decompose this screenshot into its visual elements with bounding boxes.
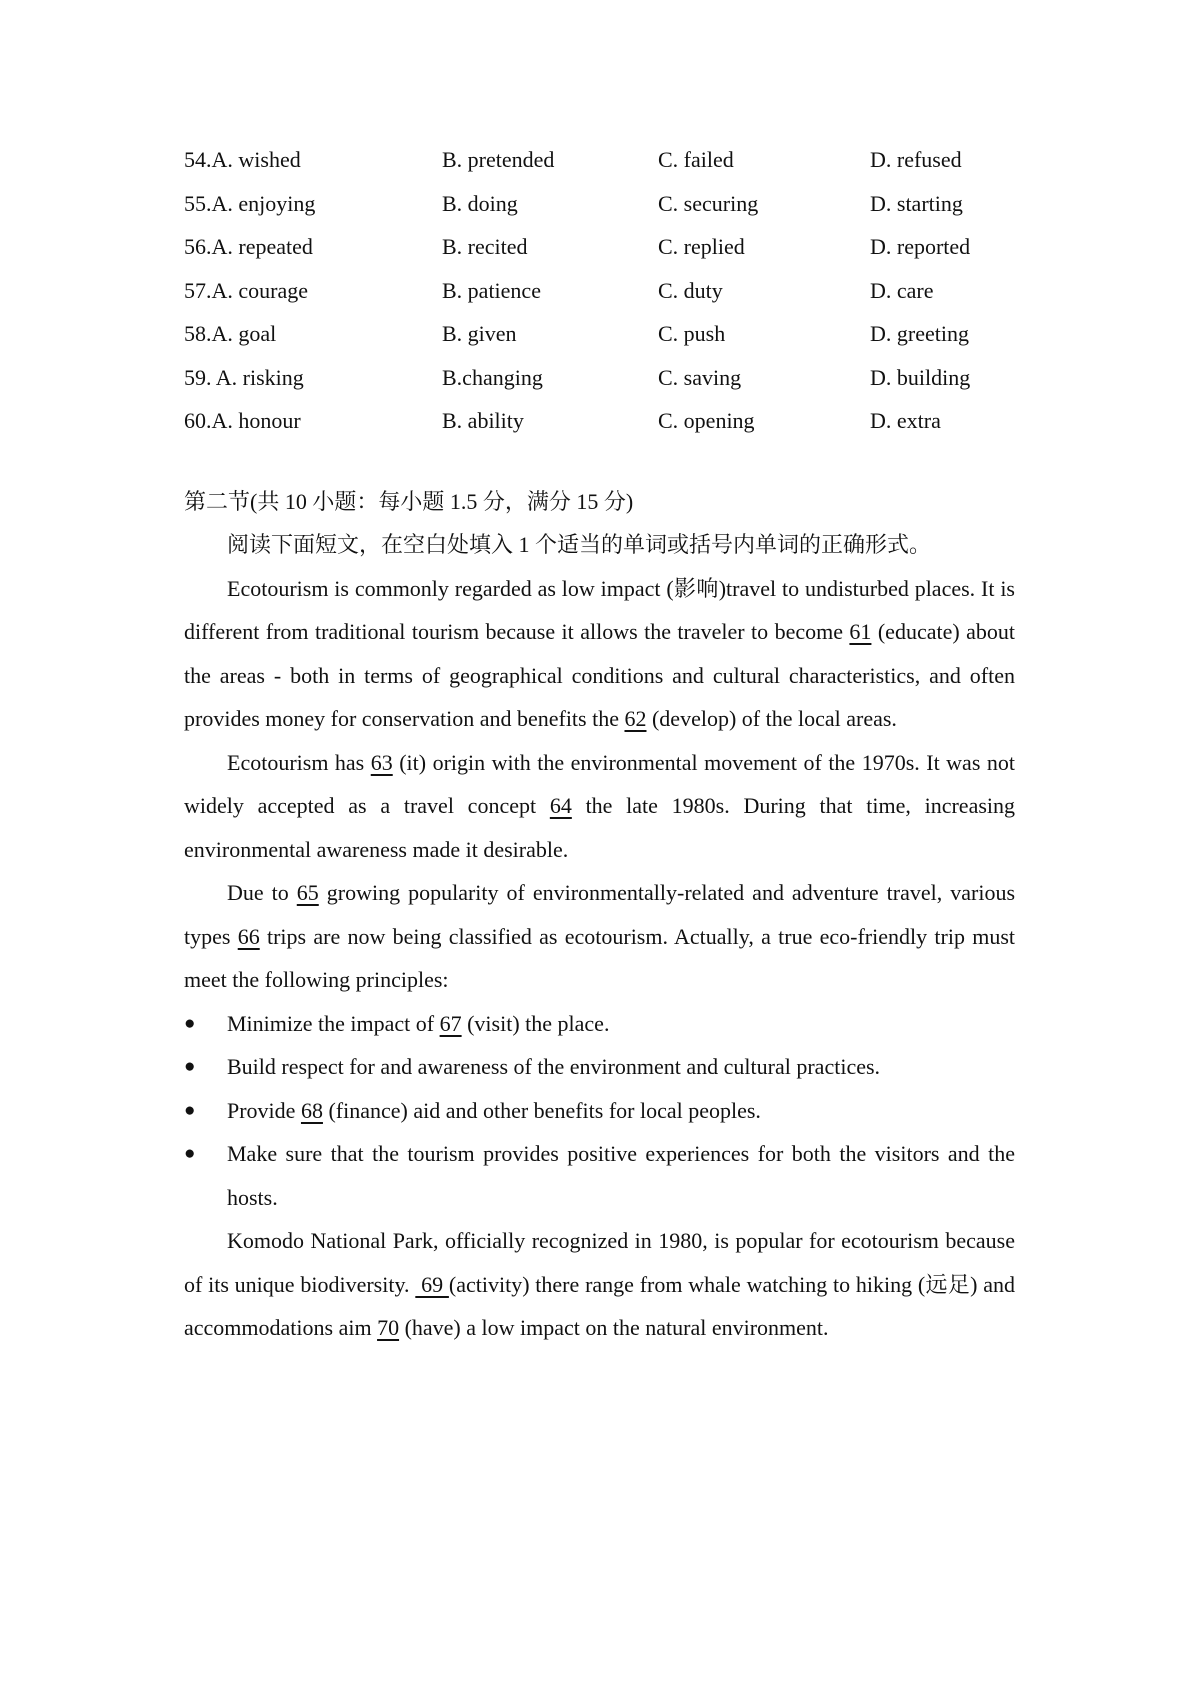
option-b: B. ability xyxy=(442,408,524,433)
option-c: C. duty xyxy=(658,277,723,303)
bullet-icon: ● xyxy=(184,1056,196,1077)
option-row-59 xyxy=(184,356,1015,400)
passage-text: Due to xyxy=(227,880,297,905)
blank-63: 63 xyxy=(370,749,393,775)
passage-text: Ecotourism has xyxy=(227,749,371,775)
option-d: D. extra xyxy=(870,408,941,433)
option-a: 60.A. honour xyxy=(184,408,301,433)
option-d: D. greeting xyxy=(870,321,969,346)
option-b: B. given xyxy=(442,321,517,346)
option-c: C. push xyxy=(658,321,726,346)
passage-text: (visit) the place. xyxy=(461,1010,610,1036)
option-d: D. care xyxy=(870,277,934,303)
passage-text: Build respect for and awareness of the environment and cultural practices. xyxy=(227,1054,881,1079)
passage-paragraph-4 xyxy=(184,1219,1015,1350)
option-c: C. opening xyxy=(658,408,755,433)
option-c: C. saving xyxy=(658,364,742,390)
passage-text: Minimize the impact of xyxy=(227,1010,440,1036)
bullet-item-3 xyxy=(184,1089,1015,1133)
blank-68: 68 xyxy=(300,1097,323,1123)
option-a: 55.A. enjoying xyxy=(184,190,316,216)
passage-text: Provide xyxy=(227,1097,301,1123)
option-d: D. building xyxy=(870,364,971,390)
blank-67: 67 xyxy=(439,1010,462,1036)
bullet-icon: ● xyxy=(184,1012,196,1034)
option-d: D. reported xyxy=(870,234,971,259)
option-d: D. starting xyxy=(870,190,963,216)
bullet-icon: ● xyxy=(184,1143,196,1164)
option-d: D. refused xyxy=(870,147,962,172)
option-a: 54.A. wished xyxy=(184,147,301,172)
passage-text: Make sure that the tourism provides positive experiences for both the visitors and the hosts. xyxy=(227,1141,1015,1210)
option-row-55 xyxy=(184,182,1015,226)
passage-text: growing popularity of environmentally-related and adventure travel, various types xyxy=(184,880,1016,949)
option-row-54 xyxy=(184,138,1015,182)
passage-text: (activity) there range from whale watching to hiking (远足) and accommodations aim xyxy=(184,1271,1015,1340)
option-b: B. recited xyxy=(442,234,528,259)
passage-text: (educate) about the areas - both in terms of geographical conditions and cultural characteristics, and often provides money for conservation and benefits the xyxy=(184,619,1015,731)
blank-66: 66 xyxy=(237,923,260,949)
passage-text: trips are now being classified as ecotourism. Actually, a true eco-friendly trip must meet the following principles: xyxy=(184,923,1015,992)
blank-69: 69 xyxy=(415,1271,449,1297)
bullet-item-1 xyxy=(184,1002,1015,1046)
passage-text: the late 1980s. During that time, increasing environmental awareness made it desirable. xyxy=(184,793,1016,862)
option-a: 56.A. repeated xyxy=(184,234,313,259)
bullet-item-4 xyxy=(184,1132,1015,1219)
section-heading: 第二节(共 10 小题：每小题 1.5 分，满分 15 分) xyxy=(184,488,634,514)
passage-text: (it) origin with the environmental movement of the 1970s. It was not widely accepted as a travel concept xyxy=(184,749,1015,818)
passage-text: (finance) aid and other benefits for local peoples. xyxy=(322,1097,761,1123)
blank-61: 61 xyxy=(849,619,872,644)
option-b: B.changing xyxy=(442,364,543,390)
blank-64: 64 xyxy=(549,793,572,818)
passage-text: Ecotourism is commonly regarded as low impact (影响)travel to undisturbed places. It is different from traditional tourism because it allows the traveler to become xyxy=(184,575,1015,644)
blank-70: 70 xyxy=(377,1315,400,1340)
cloze-passage xyxy=(184,567,1015,1350)
passage-text: (have) a low impact on the natural environment. xyxy=(399,1315,829,1340)
option-c: C. securing xyxy=(658,190,759,216)
option-row-56 xyxy=(184,225,1015,269)
passage-paragraph-2 xyxy=(184,741,1015,872)
option-b: B. patience xyxy=(442,277,541,303)
option-b: B. pretended xyxy=(442,147,555,172)
option-c: C. replied xyxy=(658,234,745,259)
bullet-item-2 xyxy=(184,1045,1015,1089)
option-a: 57.A. courage xyxy=(184,277,309,303)
document-content xyxy=(184,138,1015,1350)
instruction-text: 阅读下面短文，在空白处填入 1 个适当的单词或括号内单词的正确形式。 xyxy=(227,532,932,557)
principles-bullet-list xyxy=(184,1002,1015,1220)
option-a: 59. A. risking xyxy=(184,364,304,390)
option-c: C. failed xyxy=(658,147,734,172)
option-row-57 xyxy=(184,269,1015,313)
bullet-icon: ● xyxy=(184,1099,196,1121)
option-row-60 xyxy=(184,399,1015,443)
option-row-58 xyxy=(184,312,1015,356)
blank-65: 65 xyxy=(296,880,319,905)
passage-paragraph-1 xyxy=(184,567,1015,741)
option-b: B. doing xyxy=(442,190,518,216)
blank-62: 62 xyxy=(624,706,647,731)
passage-text: (develop) of the local areas. xyxy=(646,706,897,731)
cloze-options-table xyxy=(184,138,1015,443)
passage-paragraph-3 xyxy=(184,871,1015,1002)
option-a: 58.A. goal xyxy=(184,321,277,346)
passage-text: Komodo National Park, officially recognized in 1980, is popular for ecotourism because of its unique biodiversity. xyxy=(184,1228,1015,1297)
